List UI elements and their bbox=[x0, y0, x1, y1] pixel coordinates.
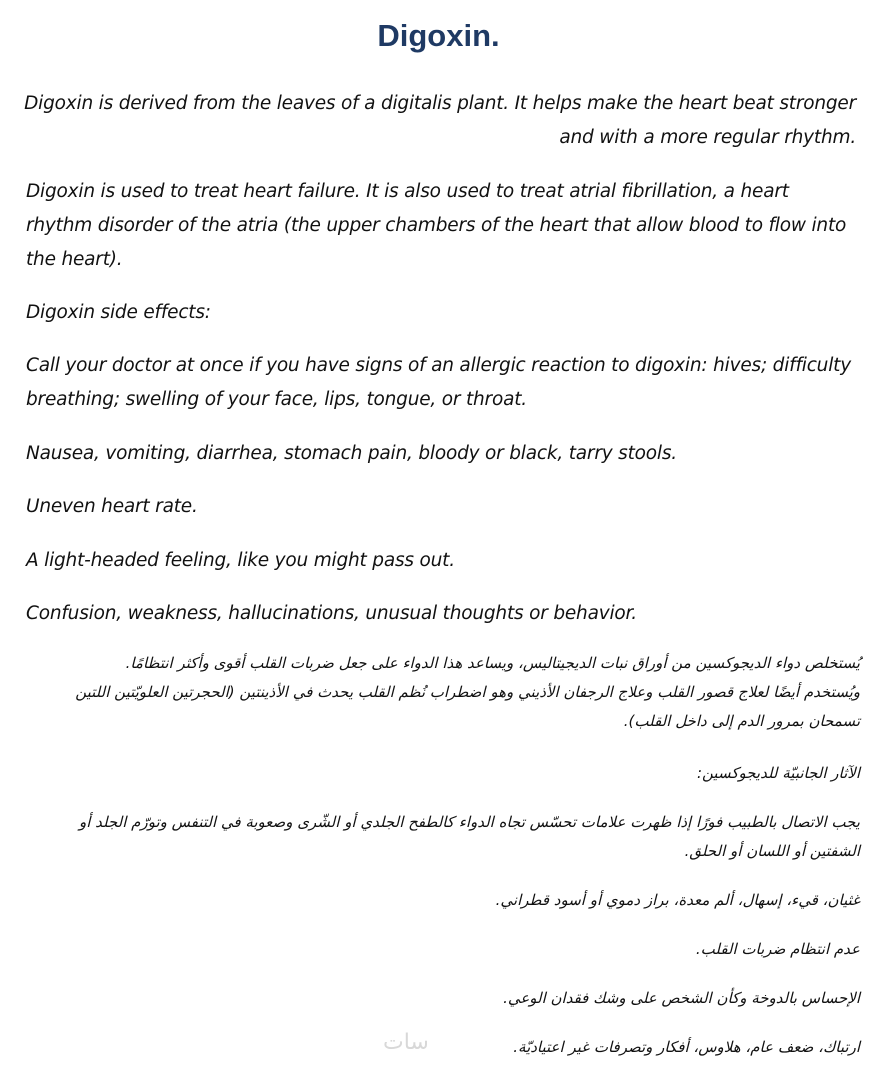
arabic-effect-allergic: يجب الاتصال بالطبيب فورًا إذا ظهرت علامات تحسّس تجاه الدواء كالطفح الجلدي أو الشّرى وصعوبة في التنفس وتورّم الجلد أو الشفتين أو اللسان أو الحلق. bbox=[78, 813, 860, 860]
english-effect-light-headed: A light-headed feeling, like you might pass out. bbox=[26, 550, 455, 571]
arabic-effect-confusion: ارتباك، ضعف عام، هلاوس، أفكار وتصرفات غير اعتياديّة. bbox=[513, 1038, 860, 1056]
english-intro-paragraph: Digoxin is derived from the leaves of a digitalis plant. It helps make the heart beat stronger and with a more regular rhythm. bbox=[24, 93, 856, 148]
english-effect-heart-rate: Uneven heart rate. bbox=[26, 496, 198, 517]
document-title: Digoxin. bbox=[377, 18, 500, 53]
english-side-effects-heading: Digoxin side effects: bbox=[26, 302, 211, 323]
english-effect-allergic: Call your doctor at once if you have signs of an allergic reaction to digoxin: hives; difficulty breathing; swelling of your face, lips, tongue, or throat. bbox=[26, 355, 851, 410]
english-effect-digestive: Nausea, vomiting, diarrhea, stomach pain, bloody or black, tarry stools. bbox=[26, 443, 677, 464]
arabic-intro-paragraph: يُستخلص دواء الديجوكسين من أوراق نبات الديجيتاليس، ويساعد هذا الدواء على جعل ضربات القلب أقوى وأكثر انتظامًا. ويُستخدم أيضًا لعلاج قصور القلب وعلاج الرجفان الأذيني وهو اضطراب نُظم القلب يحدث في الأذينتين (الحجرتين العلويّتين اللتين تسمحان بمرور الدم إلى داخل القلب). bbox=[75, 654, 860, 730]
arabic-effect-dizziness: الإحساس بالدوخة وكأن الشخص على وشك فقدان الوعي. bbox=[503, 989, 860, 1007]
arabic-effect-digestive: غثيان، قيء، إسهال، ألم معدة، براز دموي أو أسود قطراني. bbox=[495, 891, 860, 909]
english-effect-confusion: Confusion, weakness, hallucinations, unusual thoughts or behavior. bbox=[26, 603, 637, 624]
watermark-logo: سات bbox=[383, 1030, 429, 1055]
arabic-side-effects-heading: الآثار الجانبيّة للديجوكسين: bbox=[696, 764, 860, 782]
arabic-effect-heart-rate: عدم انتظام ضربات القلب. bbox=[695, 940, 860, 958]
english-uses-paragraph: Digoxin is used to treat heart failure. It is also used to treat atrial fibrillation, a heart rhythm disorder of the atria (the upper chambers of the heart that allow blood to flow into the heart). bbox=[26, 181, 847, 270]
